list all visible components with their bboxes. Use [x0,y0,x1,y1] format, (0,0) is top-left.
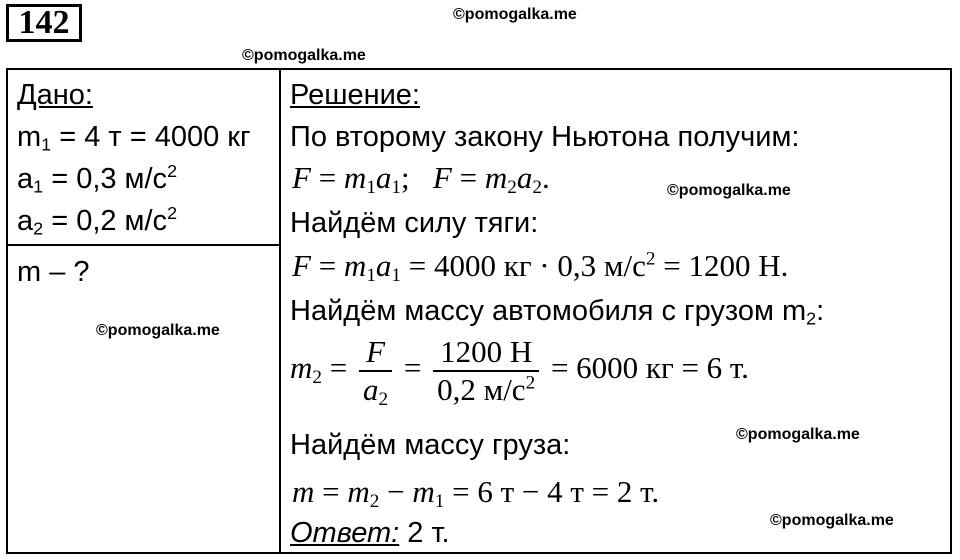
given-a1: $a_1 = 0,3$ $м/с^2$ [17,161,178,197]
answer-label: Ответ: [290,517,400,549]
table-divider-vertical [279,68,281,554]
watermark-right: ©pomogalka.me [736,426,860,443]
equation-thrust-force: $F = m_1a_1 = 4000$ кг · 0,3 $м/с^2 = 1200$ Н. [292,248,789,286]
table-divider-horizontal [6,244,281,246]
equation-newton-law: $F = m_1a_1$; $F = m_2a_2$. [292,160,550,198]
fraction-f-over-a: $\frac{F}{a_2}$ [359,334,392,408]
solution-header: Решение: [290,79,420,111]
solution-line-newton: По второму закону Ньютона получим: [290,121,800,153]
solution-line-mass-with-load: Найдём массу автомобиля с грузом $m_2$: [290,295,825,329]
equation-total-mass: $m_2$ = $\frac{F}{a_2}$ = $\frac{1200 Н}{0,2 м/с^2}$ = 6000 кг = 6 т. [290,334,749,410]
watermark-bottom: ©pomogalka.me [770,512,894,529]
watermark-left: ©pomogalka.me [96,322,220,339]
given-header: Дано: [17,79,93,111]
solution-line-thrust: Найдём силу тяги: [290,207,539,239]
watermark-top: ©pomogalka.me [453,6,577,23]
given-m1: $m_1 = 4$ т = 4000 кг [17,121,251,155]
solution-line-load-mass: Найдём массу груза: [290,429,571,461]
answer-line: Ответ: 2 т. [290,517,450,549]
watermark-upper-left: ©pomogalka.me [242,47,366,64]
given-a2: $a_2 = 0,2$ $м/с^2$ [17,203,178,239]
find-quantity: m – ? [17,256,90,288]
equation-load-mass: $m = m_2 - m_1 = 6$ т − 4 т = 2 т. [292,474,660,512]
fraction-numeric: $\frac{1200 Н}{0,2 м/с^2}$ [433,334,539,408]
problem-number: 142 [6,4,82,42]
watermark-mid: ©pomogalka.me [667,182,791,199]
